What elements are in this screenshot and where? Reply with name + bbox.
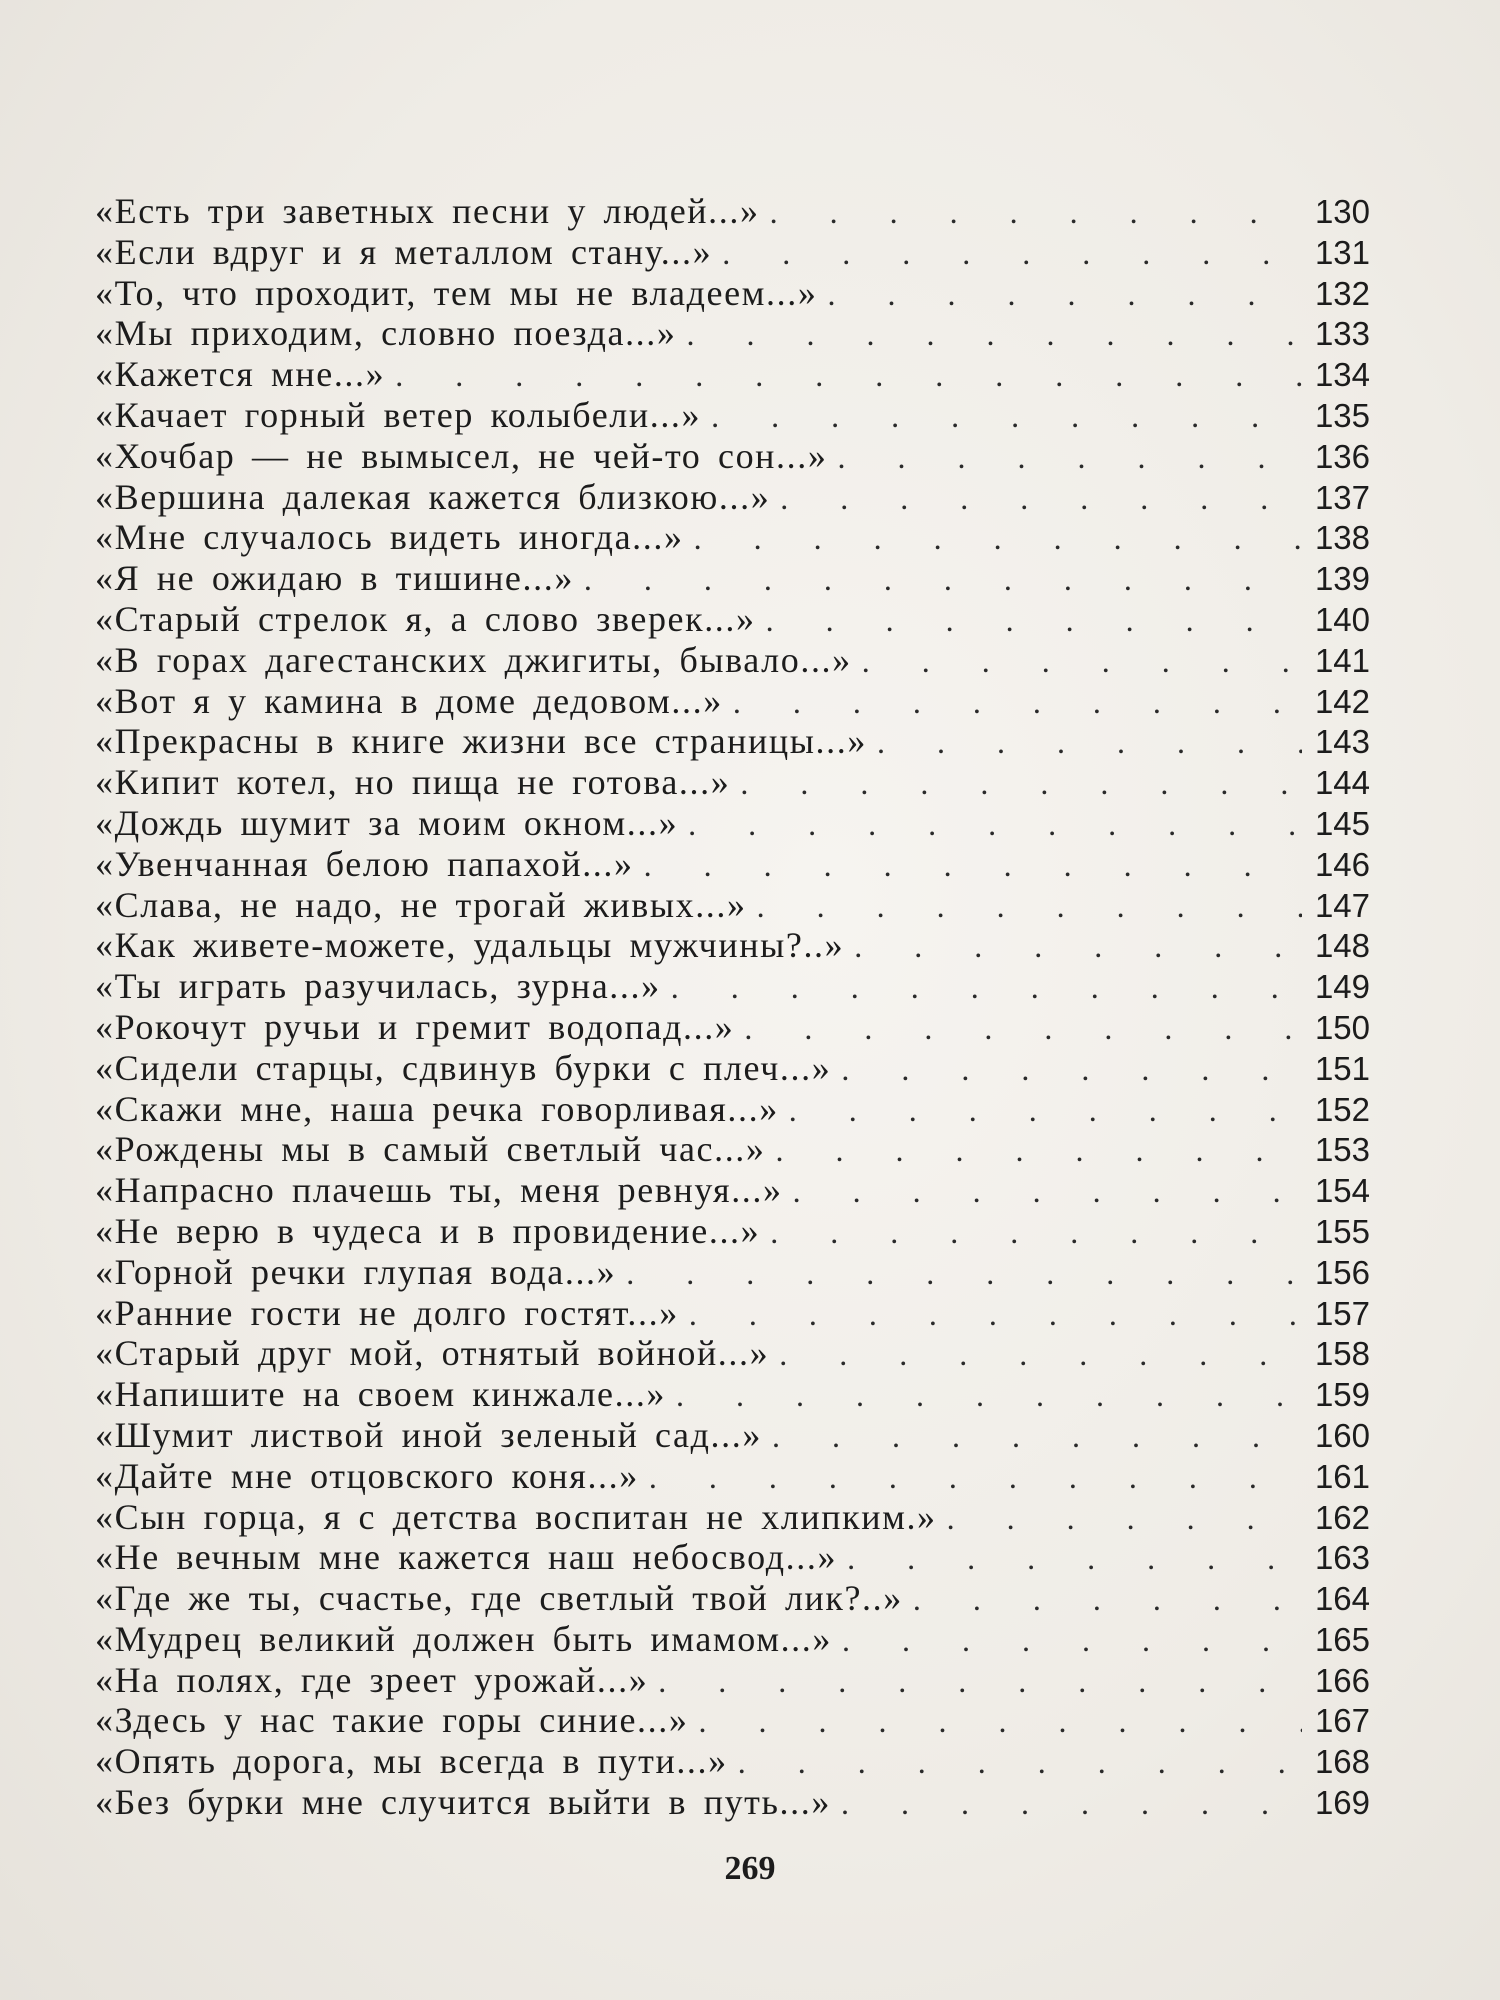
page-number: 269	[724, 1850, 776, 1887]
toc-entry-title: «Сидели старцы, сдвинув бурки с плеч...»	[95, 1047, 832, 1088]
dot-leader	[862, 643, 1302, 680]
dot-leader	[877, 724, 1302, 761]
dot-leader	[841, 1785, 1302, 1822]
toc-entry-title: «Слава, не надо, не трогай живых...»	[95, 884, 747, 925]
toc-entry-page: 156	[1314, 1253, 1370, 1291]
toc-entry-title: «Старый друг мой, отнятый войной...»	[95, 1333, 770, 1374]
toc-entry	[95, 312, 1370, 353]
toc-entry	[95, 680, 1370, 721]
toc-entry-page: 142	[1314, 682, 1370, 720]
toc-entry-page: 158	[1314, 1335, 1370, 1373]
toc-entry-title: «Не верю в чудеса и в провидение...»	[95, 1210, 761, 1251]
dot-leader	[711, 398, 1302, 435]
toc-entry-title: «Вершина далекая кажется близкою...»	[95, 476, 771, 517]
dot-leader	[842, 1622, 1302, 1659]
dot-leader	[772, 1418, 1302, 1455]
toc-entry-title: «Дайте мне отцовского коня...»	[95, 1455, 639, 1496]
toc-entry	[95, 1251, 1370, 1292]
toc-entry	[95, 1332, 1370, 1373]
dot-leader	[837, 439, 1302, 476]
toc-entry	[95, 1577, 1370, 1618]
dot-leader	[686, 316, 1302, 353]
dot-leader	[584, 561, 1302, 598]
toc-entry-title: «Вот я у камина в доме дедовом...»	[95, 680, 723, 721]
dot-leader	[770, 1214, 1302, 1251]
dot-leader	[671, 969, 1302, 1006]
toc-entry-title: «Как живете-можете, удальцы мужчины?..»	[95, 925, 845, 966]
toc-entry-page: 130	[1314, 193, 1370, 230]
dot-leader	[854, 928, 1302, 965]
dot-leader	[766, 602, 1302, 639]
toc-entry-title: «Напрасно плачешь ты, меня ревнуя...»	[95, 1170, 783, 1211]
toc-entry-page: 143	[1314, 723, 1370, 761]
toc-entry	[95, 1536, 1370, 1577]
toc-entry-title: «Хочбар — не вымысел, не чей-то сон...»	[95, 435, 828, 476]
toc-entry	[95, 435, 1370, 476]
toc-entry-page: 166	[1314, 1661, 1370, 1699]
toc-entry-page: 145	[1314, 804, 1370, 842]
toc-entry-title: «Кажется мне...»	[95, 354, 386, 395]
toc-entry	[95, 843, 1370, 884]
dot-leader	[789, 1092, 1302, 1129]
dot-leader	[793, 1173, 1302, 1210]
toc-entry-title: «Здесь у нас такие горы синие...»	[95, 1700, 689, 1741]
toc-entry	[95, 231, 1370, 272]
toc-entry-page: 151	[1314, 1049, 1370, 1087]
toc-entry-page: 155	[1314, 1212, 1370, 1250]
toc-entry-page: 146	[1314, 845, 1370, 883]
toc-entry-title: «Сын горца, я с детства воспитан не хлипким.»	[95, 1496, 937, 1537]
dot-leader	[658, 1663, 1302, 1700]
toc-entry-page: 169	[1314, 1784, 1370, 1822]
toc-entry-page: 132	[1314, 274, 1370, 312]
toc-entry-title: «Мудрец великий должен быть имамом...»	[95, 1618, 832, 1659]
toc-entry	[95, 1659, 1370, 1700]
dot-leader	[395, 357, 1302, 394]
toc-entry	[95, 1047, 1370, 1088]
toc-entry	[95, 1292, 1370, 1333]
toc-entry-page: 159	[1314, 1376, 1370, 1414]
dot-leader	[740, 765, 1302, 802]
toc-entry-page: 138	[1314, 519, 1370, 557]
toc-entry-page: 164	[1314, 1580, 1370, 1618]
toc-entry	[95, 924, 1370, 965]
toc-entry-page: 133	[1314, 315, 1370, 353]
dot-leader	[649, 1459, 1302, 1496]
dot-leader	[688, 806, 1302, 843]
toc-entry-title: «Опять дорога, мы всегда в пути...»	[95, 1741, 728, 1782]
toc-entry-page: 149	[1314, 968, 1370, 1006]
toc-entry-page: 150	[1314, 1008, 1370, 1046]
dot-leader	[841, 1051, 1302, 1088]
toc-entry-page: 163	[1314, 1539, 1370, 1577]
toc-entry-page: 135	[1314, 396, 1370, 434]
dot-leader	[738, 1744, 1302, 1781]
toc-entry-title: «На полях, где зреет урожай...»	[95, 1659, 649, 1700]
toc-entry-page: 131	[1314, 233, 1370, 271]
toc-entry-title: «Старый стрелок я, а слово зверек...»	[95, 598, 756, 639]
toc-entry	[95, 353, 1370, 394]
toc-entry-page: 134	[1314, 356, 1370, 394]
toc-entry-page: 136	[1314, 437, 1370, 475]
toc-entry-title: «Ты играть разучилась, зурна...»	[95, 966, 661, 1007]
dot-leader	[847, 1540, 1302, 1577]
toc-entry-title: «Я не ожидаю в тишине...»	[95, 558, 574, 599]
toc-entry	[95, 1373, 1370, 1414]
toc-entry-page: 141	[1314, 641, 1370, 679]
dot-leader	[744, 1010, 1302, 1047]
toc-entry	[95, 1128, 1370, 1169]
toc-entry	[95, 639, 1370, 680]
toc-entry	[95, 1699, 1370, 1740]
toc-entry-title: «Шумит листвой иной зеленый сад...»	[95, 1414, 762, 1455]
toc-entry	[95, 1455, 1370, 1496]
toc-entry-title: «Есть три заветных песни у людей...»	[95, 191, 760, 231]
toc-entry	[95, 557, 1370, 598]
toc-entry	[95, 598, 1370, 639]
toc-entry-title: «В горах дагестанских джигиты, бывало...»	[95, 639, 852, 680]
toc-entry-title: «Дождь шумит за моим окном...»	[95, 802, 679, 843]
dot-leader	[689, 1296, 1302, 1333]
dot-leader	[722, 235, 1302, 272]
toc-entry-title: «Качает горный ветер колыбели...»	[95, 394, 702, 435]
toc-entry-page: 160	[1314, 1416, 1370, 1454]
table-of-contents	[95, 190, 1370, 1822]
toc-entry	[95, 272, 1370, 313]
toc-entry-page: 153	[1314, 1131, 1370, 1169]
toc-entry-page: 139	[1314, 560, 1370, 598]
toc-entry-title: «Если вдруг и я металлом стану...»	[95, 231, 713, 272]
toc-entry	[95, 1088, 1370, 1129]
toc-entry	[95, 1006, 1370, 1047]
toc-entry-title: «Горной речки глупая вода...»	[95, 1251, 617, 1292]
toc-entry	[95, 516, 1370, 557]
toc-entry-page: 147	[1314, 886, 1370, 924]
toc-entry	[95, 1740, 1370, 1781]
dot-leader	[626, 1255, 1302, 1292]
toc-entry-page: 167	[1314, 1702, 1370, 1740]
toc-entry	[95, 802, 1370, 843]
toc-entry-title: «Рокочут ручьи и гремит водопад...»	[95, 1006, 735, 1047]
toc-entry-title: «Мы приходим, словно поезда...»	[95, 313, 677, 354]
toc-entry-title: «То, что проходит, тем мы не владеем...»	[95, 272, 818, 313]
toc-entry-page: 144	[1314, 764, 1370, 802]
toc-entry	[95, 1414, 1370, 1455]
toc-entry-title: «Напишите на своем кинжале...»	[95, 1374, 667, 1415]
toc-entry	[95, 1169, 1370, 1210]
dot-leader	[698, 1703, 1302, 1740]
toc-entry	[95, 884, 1370, 925]
toc-entry	[95, 1210, 1370, 1251]
toc-entry	[95, 1496, 1370, 1537]
dot-leader	[694, 520, 1302, 557]
toc-entry-page: 140	[1314, 600, 1370, 638]
dot-leader	[644, 847, 1302, 884]
dot-leader	[779, 1336, 1302, 1373]
dot-leader	[913, 1581, 1302, 1618]
toc-entry-page: 162	[1314, 1498, 1370, 1536]
toc-entry-title: «Кипит котел, но пища не готова...»	[95, 762, 731, 803]
toc-entry-title: «Не вечным мне кажется наш небосвод...»	[95, 1537, 838, 1578]
toc-entry	[95, 1781, 1370, 1822]
toc-entry-page: 168	[1314, 1743, 1370, 1781]
toc-entry-title: «Прекрасны в книге жизни все страницы...»	[95, 721, 867, 762]
dot-leader	[770, 194, 1302, 231]
toc-entry-title: «Увенчанная белою папахой...»	[95, 843, 634, 884]
toc-entry	[95, 965, 1370, 1006]
toc-entry	[95, 1618, 1370, 1659]
toc-entry-title: «Скажи мне, наша речка говорливая...»	[95, 1088, 779, 1129]
dot-leader	[827, 276, 1302, 313]
toc-entry-page: 165	[1314, 1620, 1370, 1658]
toc-entry-page: 148	[1314, 927, 1370, 965]
toc-entry	[95, 761, 1370, 802]
toc-entry-title: «Без бурки мне случится выйти в путь...»	[95, 1782, 831, 1823]
dot-leader	[780, 480, 1302, 517]
toc-entry-page: 137	[1314, 478, 1370, 516]
toc-entry-page: 152	[1314, 1090, 1370, 1128]
toc-entry	[95, 190, 1370, 231]
toc-entry-title: «Ранние гости не долго гостят...»	[95, 1292, 679, 1333]
dot-leader	[776, 1132, 1302, 1169]
dot-leader	[733, 684, 1302, 721]
dot-leader	[947, 1500, 1302, 1537]
toc-entry	[95, 476, 1370, 517]
toc-entry-page: 161	[1314, 1457, 1370, 1495]
toc-entry-title: «Мне случалось видеть иногда...»	[95, 517, 684, 558]
toc-entry-page: 154	[1314, 1172, 1370, 1210]
toc-entry	[95, 394, 1370, 435]
toc-entry-title: «Рождены мы в самый светлый час...»	[95, 1129, 766, 1170]
toc-entry-page: 157	[1314, 1294, 1370, 1332]
toc-entry-title: «Где же ты, счастье, где светлый твой лик?..»	[95, 1578, 903, 1619]
dot-leader	[757, 888, 1302, 925]
toc-entry	[95, 720, 1370, 761]
dot-leader	[676, 1377, 1302, 1414]
